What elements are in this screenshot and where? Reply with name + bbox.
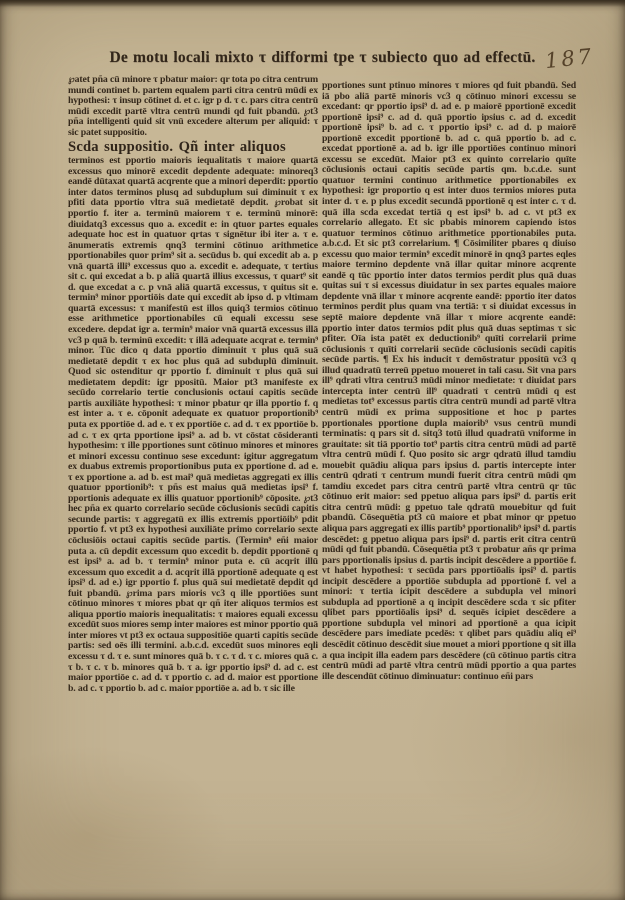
running-header: De motu locali mixto τ difformi tpe τ subiecto quo ad effectū. [109,49,536,66]
folio-number-handwritten: 187 [543,44,596,74]
scan-edge-shadow [0,0,625,7]
text-column-right [322,81,576,841]
text-column-left [68,75,318,828]
section-heading-secunda-suppositio: Scda suppositio. Qñ inter aliquos [68,139,286,156]
paragraph-proof-conclusion: ℘atet pña cū minore τ pbatur maior: qr tota po citra centrum mundi continet b. partem equalem parti citra centrū mūdi ex hypothesi: τ insup cōtinet d. et c. igr p d. τ c. pars citra centrū mūdi excedit partē vltra centrū mundi qd fuit pbandū. ℘t3 pña intelligenti quid sit vnū excedere alterum per aliquid: τ sic patet suppositio. [68,75,318,138]
paragraph-suppositio-body: terminos est pportio maioris iequalitatis τ maiore quartā excessus quo minorē excedit depdente adequate: minoreq3 eandē dūtaxat quartā acqrente que a minori deperdit: pportio inter datos terminos plusq ad subduplum sui diminuit τ ex pfiti data pportio vltra suā medietatē depdit. ℘robat sit pportio f. iter a. terminū maiorem τ e. terminū minorē: diuidatq3 excessus quo a. excedit e: in qtuor partes equales adequate hoc est in quatuor qrtas τ signētur ibi iter a. τ e. ānumeratis extremis qnq3 termini cōtinuo arithmetice pportionabiles quor prim⁹ sit a. secūdus b. qui excedit ab a. p vnā quartā illi⁹ excessus quo a. excedit e. adequate, τ tertius sit c. qui excedat a b. p aliā quartā illius excessus, τ quart⁹ sit d. que excedat a c. p vnā aliā quartā excessus, τ quitus sit e. termin⁹ minor pportiōis date qui excedit ab ipso d. p vltimam quartā excessus: τ manifestū est illos quiq3 termios cōtinuo esse arithmetice pportionabiles cū equali excessu sese excedere. depdat igr a. termin⁹ maior vnā quartā excessus illā vc3 p quā b. terminū excedit: τ illā adequate acqrat e. termin⁹ minor. Tūc dico q data pportio diminuit τ plus quā suā medietatē depdit τ ex hoc plus quā ad subduplū diminuit. Quod sic ostenditur qr pportio f. diminuit τ plus quā sui medietatem depdit: igr ppositū. Maior pt3 manifeste ex secūdo correlario tertie conclusionis octaui capitis secūde partis auxiliāte hypothesi: τ minor pbatur qr illa pportio f. q est inter a. τ e. cōponit adequate ex quatuor proportionib⁹ puta ex pportiōe d. ad e. τ ex pportiōe c. ad d. τ ex pportiōe b. ad c. τ ex qrta pportione ipsi⁹ a. ad b. vt cōstat cōsideranti hypothesim: τ ille pportiones sunt cōtinuo minores et minores et minori excessu continuo sese excedunt: igitur aggregatum ex duabus extremis proportionibus puta ex pportione d. ad e. τ ex pportione a. ad b. est mai⁹ quā medietas aggregati ex illis quatuor pportionib⁹: τ pñs est maius quā medietas ipsi⁹ f. pportionis adequate ex illis quatuor pportionib⁹ cōposite. ℘t3 hec pña ex quarto correlario secūde cōclusionis secūdi capitis secunde partis: τ aggregatū ex illis extremis pportiōib⁹ pdit pportio f. vt pt3 ex hypothesi auxiliāte primo correlario sexte cōclusiōis octaui capitis secūde partis. (Termin⁹ eñi maior puta a. cū depdit excessum quo excedit b. depdit pportionē q est ipsi⁹ a. ad b. τ termin⁹ minor puta e. cū acqrit illū excessum quo excedit a d. acqrit illā pportionē adequate q est ipsi⁹ d. ad e.) igr pportio f. plus quā sui medietatē depdit qd fuit pbandū. ℘rima pars mioris vc3 q ille pportiōes sunt cōtinuo minores τ miores pbat qr qñ iter aliquos termios est aliqua pportio maioris inequalitatis: τ maiores equali excessu excedūt suos miores semp inter maiores est minor pportio quā inter miores vt pt3 ex octaua suppositiōe quarti capitis secūde partis: sed oēs illi termini. a.b.c.d. excedūt suos minores eqli excessu τ d. τ e. sunt minores quā b. τ c. τ d. τ c. miores quā c. τ b. τ c. τ b. minores quā b. τ a. igr pportio ipsi⁹ d. ad c. est maior pportiōe c. ad d. τ pportio c. ad d. maior est pportione b. ad c. τ pportio b. ad c. maior pportiōe a. ad b. τ sic ille [68,155,318,694]
paragraph-continuation: pportiones sunt ptinuo minores τ miores qd fuit pbandū. Sed iā pbo aliā partē minoris vc3 q cōtinuo minori excessu se excedant: qr pportio ipsi⁹ d. ad e. p maiorē pportionē excedit pportionē ipsi⁹ c. ad d. quā pportio ipsius c. ad d. excedit pportionē ipsi⁹ b. ad c. τ pportio ipsi⁹ c. ad d. p maiorē pportionē excedit pportionē b. ad c. quā pportio b. ad c. excedat pportionē a. ad b. igr ille pportiōes continuo minori excessu se excedūt. Maior pt3 ex quinto correlario quīte cōclusionis octaui capitis secūde partis qm. b.c.d.e. sunt quatuor termini continuo arithmetice pportionabiles ex hypothesi: igr proportio q est inter duos termios miores puta inter d. τ e. p plus excedit secundā pportionē q est inter c. τ d. quā illa scda excedat tertiā q est ipsi⁹ b. ad c. vt pt3 ex correlario allegato. Et sic pbabis minorem capiendo istos quatuor terminos cōtinuo arithmetice pportionabiles puta. a.b.c.d. Et sic pt3 correlarium. ¶ Cōsimiliter pbares q diuiso excessu quo maior termin⁹ excedit minorē in qnq3 partes eqles maiore termino depdente vnā illar quitar minore acqrente eandē q tūc pportio inter datos termios perdit plus quā duas quitas sui τ si excessus diuidatur in sex partes equales maiore depdente vnā illar τ minore acqrente eandē: pportio iter datos terminos perdit plus quam vna tertiā: τ si diuidat excessus in septē maiore depdente vnā illar τ miore acqrente eandē: pportio inter datos termios pdit plus quā duas septimas τ sic pfiter. Oīa ista patēt ex deductionib⁹ quīti correlarii prime cōclusionis τ quīti correlarii secūde cōclusionis secūdi capitis secūde partis. ¶ Ex his inducit τ demōstratur ppositū vc3 q illud quadratū terreū ppetuo moueret in tali casu. Sit vna pars ill⁹ qdrati vltra centru3 mūdi minor medietate: τ diuidat pars intercepta inter centrū ill⁹ quadrati τ centrū mūdi q est medietas tot⁹ excessus partis citra centrū mundi ad partē vltra centrū mūdi ex prima suppositione et hoc p partes pportionales pportione dupla maiorib⁹ vsus centrū mundi terminatis: q pars sit d. sitq3 totū illud quadratū vniforme in grauitate: sit tiā pportio tot⁹ partis citra centrū mūdi ad partē vltra centrū mūdi f. Quo posito sic argr qdratū illud tamdiu mouebit quādiu aliqua pars ipsius d. partis intercepte inter centrū qdrati τ centrum mundi fuerit citra centrū mūdi qm tamdiu excedet pars citra centrū partē vltra centrū qr tūc cōtinuo erit maior: sed ppetuo aliqua pars ipsi⁹ d. partis erit citra centrū mūdi: g ppetuo tale qdratū mouebitur qd fuit pbandū. Cōsequētia pt3 cū maiore et pbat minor qr ppetuo aliqua pars aggregati ex illis partib⁹ pportionalib⁹ ipsi⁹ d. partis descēdet: g ppetuo aliqua pars ipsi⁹ d. partis erit citra centrū mūdi qd fuit pbandū. Cōsequētia pt3 τ probatur añs qr prima pars pportionalis ipsius d. partis incipit descēdere a pportiōe f. vt habet hypothesi: τ secūda pars pportiōalis ipsi⁹ d. partis incipit descēdere a pportiōe subdupla ad pportionē f. vel a minori: τ tertia icipit descēdere a subdupla vel minori subdupla ad pportionē a q incipit descēdere scda τ sic pfiter qlibet pars pportiōalis ipsi⁹ d. sequēs icipiet descēdere a pportione subdupla vel minori ad pportionē a qua icipit descēdere pars imediate pcedēs: τ qlibet pars quādiu aliq ei⁹ descēdit cōtinuo descēdit siue mouet a miori pportione q sit illa a qua incipit illa eadem pars descēdere (cū cōtinuo partis citra centrū mūdi ad partē vltra centrū mūdi pportio a qua partes ille descendūt cōtinuo diminuatur: continuo eñi pars [322,81,576,682]
